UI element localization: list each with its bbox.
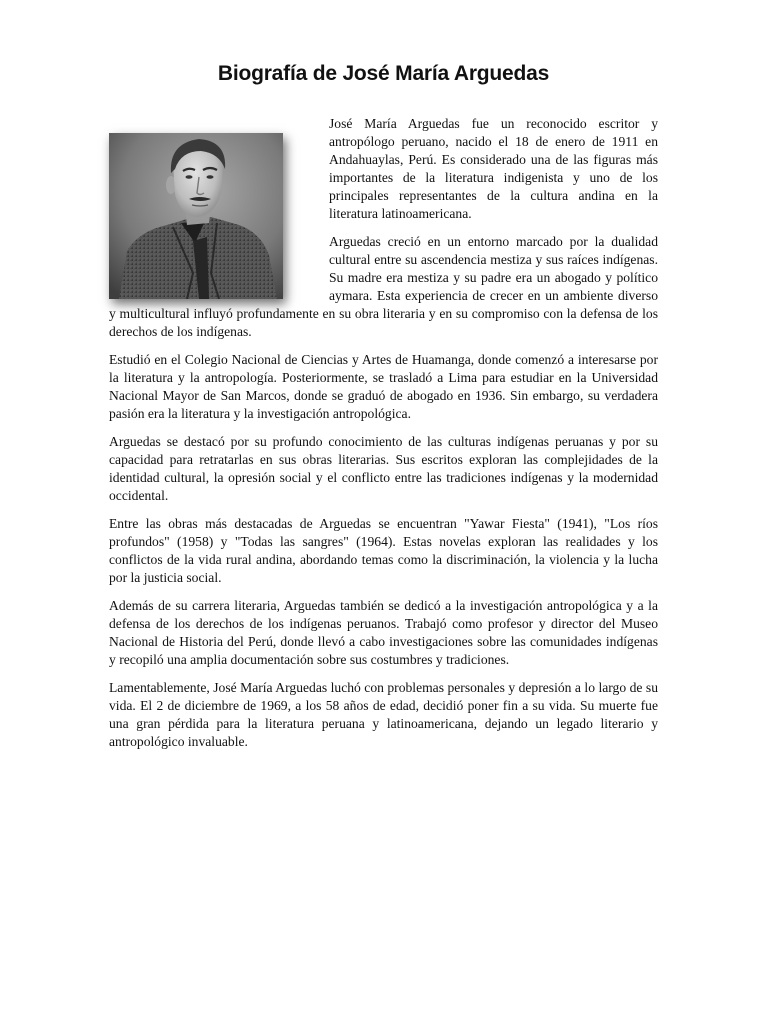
document-page [109, 62, 658, 761]
paragraph-5: Entre las obras más destacadas de Arguedas se encuentran "Yawar Fiesta" (1941), "Los ríos profundos" (1958) y "Todas las sangres" (1964). Estas novelas exploran las realidades y los conflictos de la vida rural andina, abordando temas como la discriminación, la violencia y la lucha por la justicia social. [109, 516, 658, 585]
portrait-image [109, 133, 283, 299]
paragraph-6: Además de su carrera literaria, Arguedas también se dedicó a la investigación antropológica y a la defensa de los derechos de los indígenas peruanos. Trabajó como profesor y director del Museo Nacional de Historia del Perú, donde llevó a cabo investigaciones sobre las comunidades indígenas y recopiló una amplia documentación sobre sus costumbres y tradiciones. [109, 598, 658, 667]
paragraph-4: Arguedas se destacó por su profundo conocimiento de las culturas indígenas peruanas y por su capacidad para retratarlas en sus obras literarias. Sus escritos exploran las complejidades de la identidad cultural, la opresión social y el conflicto entre las tradiciones indígenas y la modernidad occidental. [109, 434, 658, 503]
paragraph-1: José María Arguedas fue un reconocido escritor y antropólogo peruano, nacido el 18 de enero de 1911 en Andahuaylas, Perú. Es considerado una de las figuras más importantes de la literatura indigenista y uno de los principales representantes de la cultura andina en la literatura latinoamericana. [329, 116, 658, 221]
document-body [109, 115, 658, 751]
paragraph-7: Lamentablemente, José María Arguedas luchó con problemas personales y depresión a lo largo de su vida. El 2 de diciembre de 1969, a los 58 años de edad, decidió poner fin a su vida. Su muerte fue una gran pérdida para la literatura peruana y latinoamericana, dejando un legado literario y antropológico invaluable. [109, 680, 658, 749]
portrait-photo [109, 133, 283, 299]
paragraph-3: Estudió en el Colegio Nacional de Ciencias y Artes de Huamanga, donde comenzó a interesarse por la literatura y la antropología. Posteriormente, se trasladó a Lima para estudiar en la Universidad Nacional Mayor de San Marcos, donde se graduó de abogado en 1936. Sin embargo, su verdadera pasión era la literatura y la investigación antropológica. [109, 352, 658, 421]
document-title: Biografía de José María Arguedas [217, 62, 550, 85]
paragraph-2: Arguedas creció en un entorno marcado por la dualidad cultural entre su ascendencia mestiza y sus raíces indígenas. Su madre era mestiza y su padre era un abogado y político aymara. Esta experiencia de crecer en un ambiente diverso y multicultural influyó profundamente en su obra literaria y en su compromiso con la defensa de los derechos de los indígenas. [109, 234, 658, 339]
